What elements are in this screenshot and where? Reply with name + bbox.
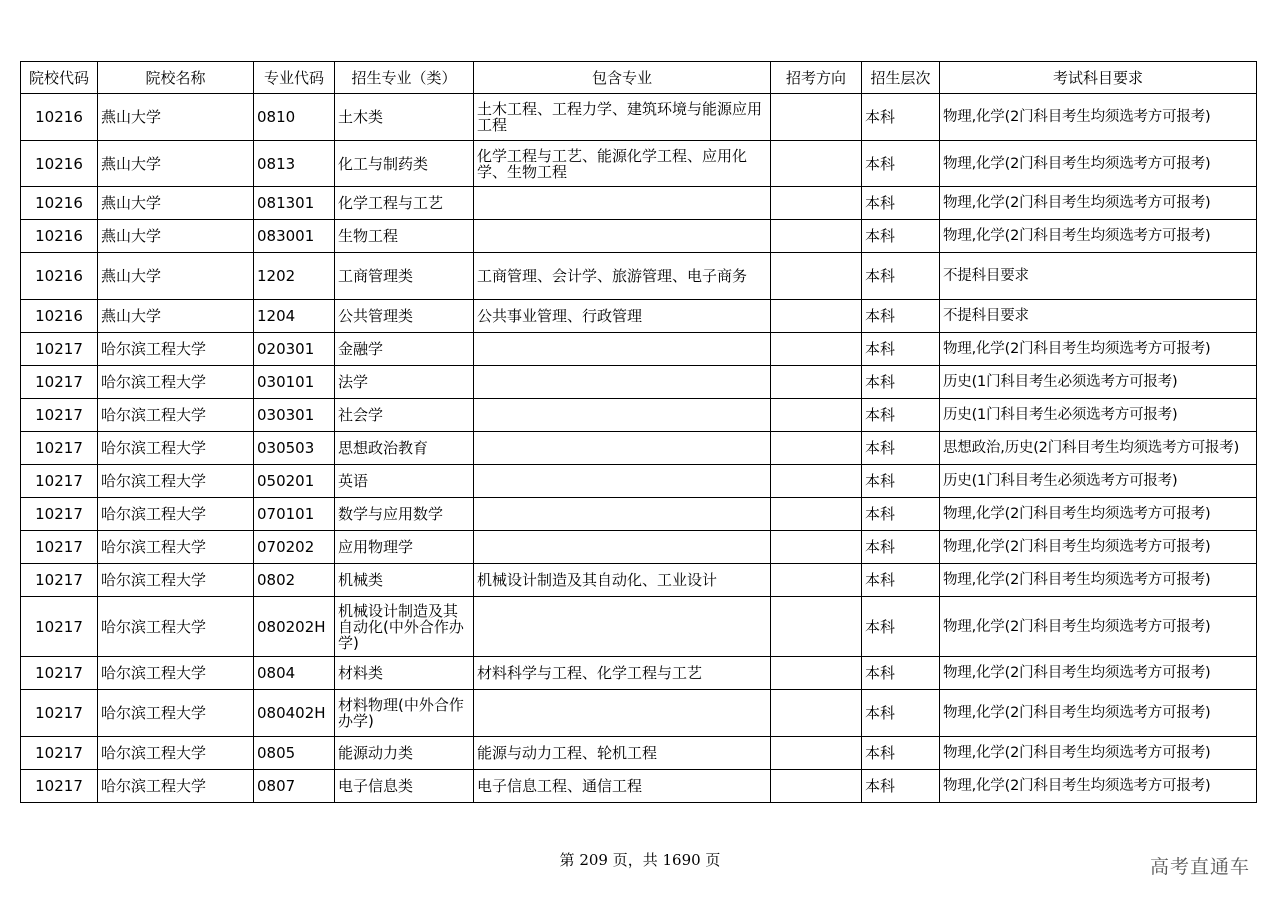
cell-included-majors: 能源与动力工程、轮机工程 <box>474 737 771 770</box>
cell-exam-requirement: 不提科目要求 <box>940 300 1257 333</box>
table-row <box>21 399 1257 432</box>
cell-level: 本科 <box>862 432 940 465</box>
cell-direction <box>771 94 862 141</box>
cell-school-name: 哈尔滨工程大学 <box>98 333 254 366</box>
cell-school-name: 哈尔滨工程大学 <box>98 690 254 737</box>
cell-school-code: 10217 <box>21 465 98 498</box>
cell-level: 本科 <box>862 300 940 333</box>
cell-direction <box>771 770 862 803</box>
cell-major-code: 0805 <box>254 737 335 770</box>
cell-school-code: 10217 <box>21 333 98 366</box>
cell-school-name: 哈尔滨工程大学 <box>98 432 254 465</box>
header-direction: 招考方向 <box>771 62 862 94</box>
cell-major: 公共管理类 <box>335 300 474 333</box>
table-row <box>21 253 1257 300</box>
cell-direction <box>771 564 862 597</box>
cell-major-code: 0810 <box>254 94 335 141</box>
cell-school-code: 10216 <box>21 220 98 253</box>
cell-exam-requirement: 物理,化学(2门科目考生均须选考方可报考) <box>940 94 1257 141</box>
cell-direction <box>771 432 862 465</box>
cell-school-name: 哈尔滨工程大学 <box>98 770 254 803</box>
cell-included-majors: 公共事业管理、行政管理 <box>474 300 771 333</box>
cell-exam-requirement: 物理,化学(2门科目考生均须选考方可报考) <box>940 141 1257 187</box>
cell-exam-requirement: 历史(1门科目考生必须选考方可报考) <box>940 366 1257 399</box>
cell-level: 本科 <box>862 399 940 432</box>
cell-school-code: 10217 <box>21 531 98 564</box>
cell-direction <box>771 366 862 399</box>
cell-included-majors: 电子信息工程、通信工程 <box>474 770 771 803</box>
cell-direction <box>771 465 862 498</box>
cell-exam-requirement: 物理,化学(2门科目考生均须选考方可报考) <box>940 498 1257 531</box>
cell-level: 本科 <box>862 220 940 253</box>
cell-school-code: 10217 <box>21 399 98 432</box>
cell-level: 本科 <box>862 498 940 531</box>
cell-level: 本科 <box>862 690 940 737</box>
cell-major-code: 050201 <box>254 465 335 498</box>
cell-school-code: 10217 <box>21 597 98 657</box>
cell-school-code: 10217 <box>21 498 98 531</box>
cell-major: 机械类 <box>335 564 474 597</box>
cell-school-name: 燕山大学 <box>98 141 254 187</box>
cell-major: 法学 <box>335 366 474 399</box>
table-row <box>21 141 1257 187</box>
cell-major: 思想政治教育 <box>335 432 474 465</box>
cell-level: 本科 <box>862 187 940 220</box>
admission-table <box>20 61 1257 803</box>
cell-major: 生物工程 <box>335 220 474 253</box>
cell-school-name: 燕山大学 <box>98 253 254 300</box>
cell-major: 应用物理学 <box>335 531 474 564</box>
cell-major: 工商管理类 <box>335 253 474 300</box>
cell-level: 本科 <box>862 597 940 657</box>
cell-level: 本科 <box>862 564 940 597</box>
cell-direction <box>771 690 862 737</box>
table-row <box>21 657 1257 690</box>
header-exam-requirement: 考试科目要求 <box>940 62 1257 94</box>
cell-major: 机械设计制造及其自动化(中外合作办学) <box>335 597 474 657</box>
cell-major-code: 0807 <box>254 770 335 803</box>
table-row <box>21 564 1257 597</box>
cell-major: 电子信息类 <box>335 770 474 803</box>
table-row <box>21 737 1257 770</box>
cell-included-majors: 工商管理、会计学、旅游管理、电子商务 <box>474 253 771 300</box>
table-row <box>21 465 1257 498</box>
cell-included-majors: 机械设计制造及其自动化、工业设计 <box>474 564 771 597</box>
cell-major: 英语 <box>335 465 474 498</box>
cell-school-name: 哈尔滨工程大学 <box>98 737 254 770</box>
cell-major-code: 0802 <box>254 564 335 597</box>
cell-level: 本科 <box>862 531 940 564</box>
table-row <box>21 300 1257 333</box>
cell-school-name: 哈尔滨工程大学 <box>98 366 254 399</box>
cell-major: 数学与应用数学 <box>335 498 474 531</box>
cell-level: 本科 <box>862 253 940 300</box>
header-school-name: 院校名称 <box>98 62 254 94</box>
cell-school-name: 哈尔滨工程大学 <box>98 465 254 498</box>
cell-major: 能源动力类 <box>335 737 474 770</box>
cell-included-majors <box>474 531 771 564</box>
cell-major-code: 030503 <box>254 432 335 465</box>
cell-major-code: 030301 <box>254 399 335 432</box>
cell-school-code: 10217 <box>21 366 98 399</box>
cell-included-majors: 土木工程、工程力学、建筑环境与能源应用工程 <box>474 94 771 141</box>
cell-direction <box>771 220 862 253</box>
cell-exam-requirement: 物理,化学(2门科目考生均须选考方可报考) <box>940 737 1257 770</box>
cell-included-majors: 材料科学与工程、化学工程与工艺 <box>474 657 771 690</box>
table-row <box>21 531 1257 564</box>
cell-major: 材料类 <box>335 657 474 690</box>
cell-school-name: 哈尔滨工程大学 <box>98 498 254 531</box>
cell-school-name: 燕山大学 <box>98 220 254 253</box>
cell-level: 本科 <box>862 94 940 141</box>
cell-direction <box>771 657 862 690</box>
table-row <box>21 597 1257 657</box>
cell-school-code: 10217 <box>21 432 98 465</box>
cell-level: 本科 <box>862 737 940 770</box>
cell-included-majors <box>474 366 771 399</box>
cell-major-code: 081301 <box>254 187 335 220</box>
cell-school-code: 10217 <box>21 737 98 770</box>
cell-exam-requirement: 物理,化学(2门科目考生均须选考方可报考) <box>940 187 1257 220</box>
table-row <box>21 498 1257 531</box>
cell-major: 材料物理(中外合作办学) <box>335 690 474 737</box>
cell-school-name: 哈尔滨工程大学 <box>98 531 254 564</box>
cell-major-code: 020301 <box>254 333 335 366</box>
cell-level: 本科 <box>862 770 940 803</box>
cell-included-majors <box>474 465 771 498</box>
cell-school-code: 10217 <box>21 657 98 690</box>
cell-exam-requirement: 物理,化学(2门科目考生均须选考方可报考) <box>940 657 1257 690</box>
cell-included-majors <box>474 220 771 253</box>
header-major: 招生专业（类） <box>335 62 474 94</box>
cell-exam-requirement: 思想政治,历史(2门科目考生均须选考方可报考) <box>940 432 1257 465</box>
table-row <box>21 187 1257 220</box>
cell-exam-requirement: 物理,化学(2门科目考生均须选考方可报考) <box>940 564 1257 597</box>
cell-exam-requirement: 物理,化学(2门科目考生均须选考方可报考) <box>940 690 1257 737</box>
cell-major: 化工与制药类 <box>335 141 474 187</box>
cell-major-code: 080402H <box>254 690 335 737</box>
cell-school-name: 燕山大学 <box>98 187 254 220</box>
cell-direction <box>771 300 862 333</box>
cell-direction <box>771 498 862 531</box>
cell-direction <box>771 531 862 564</box>
cell-major-code: 0813 <box>254 141 335 187</box>
cell-direction <box>771 187 862 220</box>
cell-school-name: 哈尔滨工程大学 <box>98 597 254 657</box>
cell-included-majors <box>474 333 771 366</box>
cell-major-code: 0804 <box>254 657 335 690</box>
cell-major-code: 1204 <box>254 300 335 333</box>
cell-exam-requirement: 物理,化学(2门科目考生均须选考方可报考) <box>940 220 1257 253</box>
cell-school-name: 燕山大学 <box>98 94 254 141</box>
cell-school-code: 10216 <box>21 141 98 187</box>
cell-major: 土木类 <box>335 94 474 141</box>
cell-exam-requirement: 历史(1门科目考生必须选考方可报考) <box>940 465 1257 498</box>
cell-major-code: 1202 <box>254 253 335 300</box>
header-included-majors: 包含专业 <box>474 62 771 94</box>
cell-school-code: 10216 <box>21 94 98 141</box>
cell-school-name: 燕山大学 <box>98 300 254 333</box>
cell-school-code: 10216 <box>21 253 98 300</box>
cell-major: 金融学 <box>335 333 474 366</box>
cell-school-code: 10217 <box>21 770 98 803</box>
cell-school-name: 哈尔滨工程大学 <box>98 657 254 690</box>
cell-level: 本科 <box>862 366 940 399</box>
table-row <box>21 94 1257 141</box>
cell-school-code: 10217 <box>21 564 98 597</box>
header-school-code: 院校代码 <box>21 62 98 94</box>
cell-direction <box>771 253 862 300</box>
cell-level: 本科 <box>862 333 940 366</box>
table-body <box>21 94 1257 803</box>
header-level: 招生层次 <box>862 62 940 94</box>
cell-school-name: 哈尔滨工程大学 <box>98 564 254 597</box>
cell-exam-requirement: 不提科目要求 <box>940 253 1257 300</box>
cell-level: 本科 <box>862 465 940 498</box>
cell-major-code: 070202 <box>254 531 335 564</box>
header-major-code: 专业代码 <box>254 62 335 94</box>
cell-included-majors <box>474 399 771 432</box>
table-row <box>21 366 1257 399</box>
cell-included-majors <box>474 187 771 220</box>
cell-school-name: 哈尔滨工程大学 <box>98 399 254 432</box>
cell-major-code: 083001 <box>254 220 335 253</box>
table-row <box>21 432 1257 465</box>
cell-exam-requirement: 物理,化学(2门科目考生均须选考方可报考) <box>940 770 1257 803</box>
cell-direction <box>771 737 862 770</box>
cell-major: 化学工程与工艺 <box>335 187 474 220</box>
cell-direction <box>771 399 862 432</box>
cell-level: 本科 <box>862 657 940 690</box>
cell-included-majors <box>474 690 771 737</box>
table-row <box>21 333 1257 366</box>
cell-included-majors: 化学工程与工艺、能源化学工程、应用化学、生物工程 <box>474 141 771 187</box>
cell-major-code: 080202H <box>254 597 335 657</box>
cell-exam-requirement: 历史(1门科目考生必须选考方可报考) <box>940 399 1257 432</box>
cell-school-code: 10216 <box>21 300 98 333</box>
cell-exam-requirement: 物理,化学(2门科目考生均须选考方可报考) <box>940 333 1257 366</box>
cell-level: 本科 <box>862 141 940 187</box>
cell-major-code: 030101 <box>254 366 335 399</box>
cell-exam-requirement: 物理,化学(2门科目考生均须选考方可报考) <box>940 531 1257 564</box>
cell-school-code: 10216 <box>21 187 98 220</box>
cell-major: 社会学 <box>335 399 474 432</box>
cell-direction <box>771 333 862 366</box>
table-header-row <box>21 62 1257 94</box>
table-row <box>21 770 1257 803</box>
cell-school-code: 10217 <box>21 690 98 737</box>
cell-direction <box>771 141 862 187</box>
watermark: 高考直通车 <box>1149 856 1250 878</box>
table-row <box>21 690 1257 737</box>
cell-included-majors <box>474 432 771 465</box>
cell-included-majors <box>474 498 771 531</box>
page-number: 第 209 页，共 1690 页 <box>559 851 721 869</box>
table-row <box>21 220 1257 253</box>
cell-exam-requirement: 物理,化学(2门科目考生均须选考方可报考) <box>940 597 1257 657</box>
cell-direction <box>771 597 862 657</box>
cell-major-code: 070101 <box>254 498 335 531</box>
cell-included-majors <box>474 597 771 657</box>
